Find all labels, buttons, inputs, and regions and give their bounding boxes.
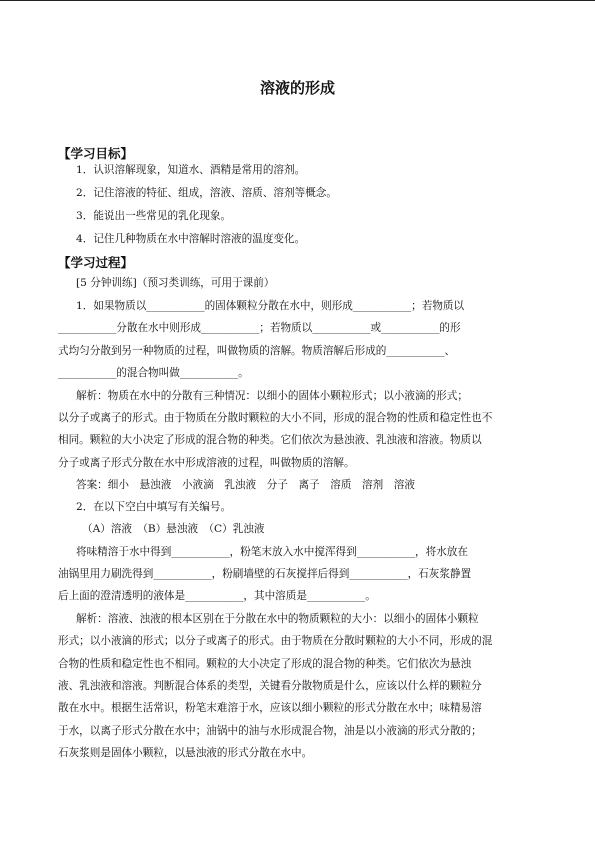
answer-1-line: 答案：细小 悬浊液 小液滴 乳浊液 分子 离子 溶质 溶剂 溶液 <box>76 479 415 491</box>
analysis-2-line: 石灰浆则是固体小颗粒，以悬浊液的形式分散在水中。 <box>58 747 313 759</box>
analysis-2-line: 于水，以离子形式分散在水中；油锅中的油与水形成混合物，油是以小液滴的形式分散的； <box>58 725 482 737</box>
analysis-2-line: 解析：溶液、浊液的根本区别在于分散在水中的物质颗粒的大小：以细小的固体小颗粒 <box>76 613 479 625</box>
heading-learning-goals: 【学习目标】 <box>58 146 134 161</box>
question-2-line: 油锅里用力刷洗得到___________，粉刷墙壁的石灰搅拌后得到___________，石灰浆静置 <box>58 568 472 580</box>
top-rule <box>0 0 595 1</box>
question-1-line: 1．如果物质以___________的固体颗粒分散在水中，则形成___________；若物质以 <box>76 300 465 312</box>
goal-item: 1．认识溶解现象，知道水、酒精是常用的溶剂。 <box>76 164 306 176</box>
analysis-2-line: 合物的性质和稳定性也不相同。颗粒的大小决定了形成的混合物的种类。它们依次为悬浊 <box>58 658 472 670</box>
analysis-1-line: 解析：物质在水中的分散有三种情况：以细小的固体小颗粒形式；以小液滴的形式； <box>76 390 468 402</box>
question-2-line: 将味精溶于水中得到___________，粉笔末放入水中搅浑得到___________，将水放在 <box>76 546 468 558</box>
goal-item: 3．能说出一些常见的乳化现象。 <box>76 210 232 222</box>
goal-item: 2．记住溶液的特征、组成，溶液、溶质、溶剂等概念。 <box>76 187 337 199</box>
analysis-2-line: 散在水中。根据生活常识，粉笔末难溶于水，应该以细小颗粒的形式分散在水中；味精易溶 <box>58 702 482 714</box>
question-2-line: 2．在以下空白中填写有关编号。 <box>76 501 232 513</box>
analysis-2-line: 形式；以小液滴的形式；以分子或离子的形式。由于物质在分散时颗粒的大小不同，形成的混 <box>58 635 493 647</box>
analysis-1-line: 以分子或离子的形式。由于物质在分散时颗粒的大小不同，形成的混合物的性质和稳定性也不 <box>58 412 493 424</box>
analysis-1-line: 分子或离子形式分散在水中形成溶液的过程，叫做物质的溶解。 <box>58 457 355 469</box>
heading-learning-process: 【学习过程】 <box>58 255 134 270</box>
training-note: [5 分钟训练]（预习类训练，可用于课前） <box>76 277 275 289</box>
question-1-line: ___________的混合物叫做___________。 <box>58 367 249 379</box>
question-1-line: ___________分散在水中则形成___________；若物质以___________或___________的形 <box>58 322 461 334</box>
question-1-line: 式均匀分散到另一种物质的过程，叫做物质的溶解。物质溶解后形成的___________、 <box>58 345 456 357</box>
question-2-line: 后上面的澄清透明的液体是___________，其中溶质是___________。 <box>58 590 376 602</box>
options-line: （A）溶液 （B）悬浊液 （C）乳浊液 <box>82 523 265 535</box>
analysis-2-line: 液、乳浊液和溶液。判断混合体系的类型，关键看分散物质是什么，应该以什么样的颗粒分 <box>58 680 482 692</box>
goal-item: 4．记住几种物质在水中溶解时溶液的温度变化。 <box>76 233 306 245</box>
analysis-1-line: 相同。颗粒的大小决定了形成的混合物的种类。它们依次为悬浊液、乳浊液和溶液。物质以 <box>58 434 482 446</box>
page-title: 溶液的形成 <box>259 79 335 97</box>
